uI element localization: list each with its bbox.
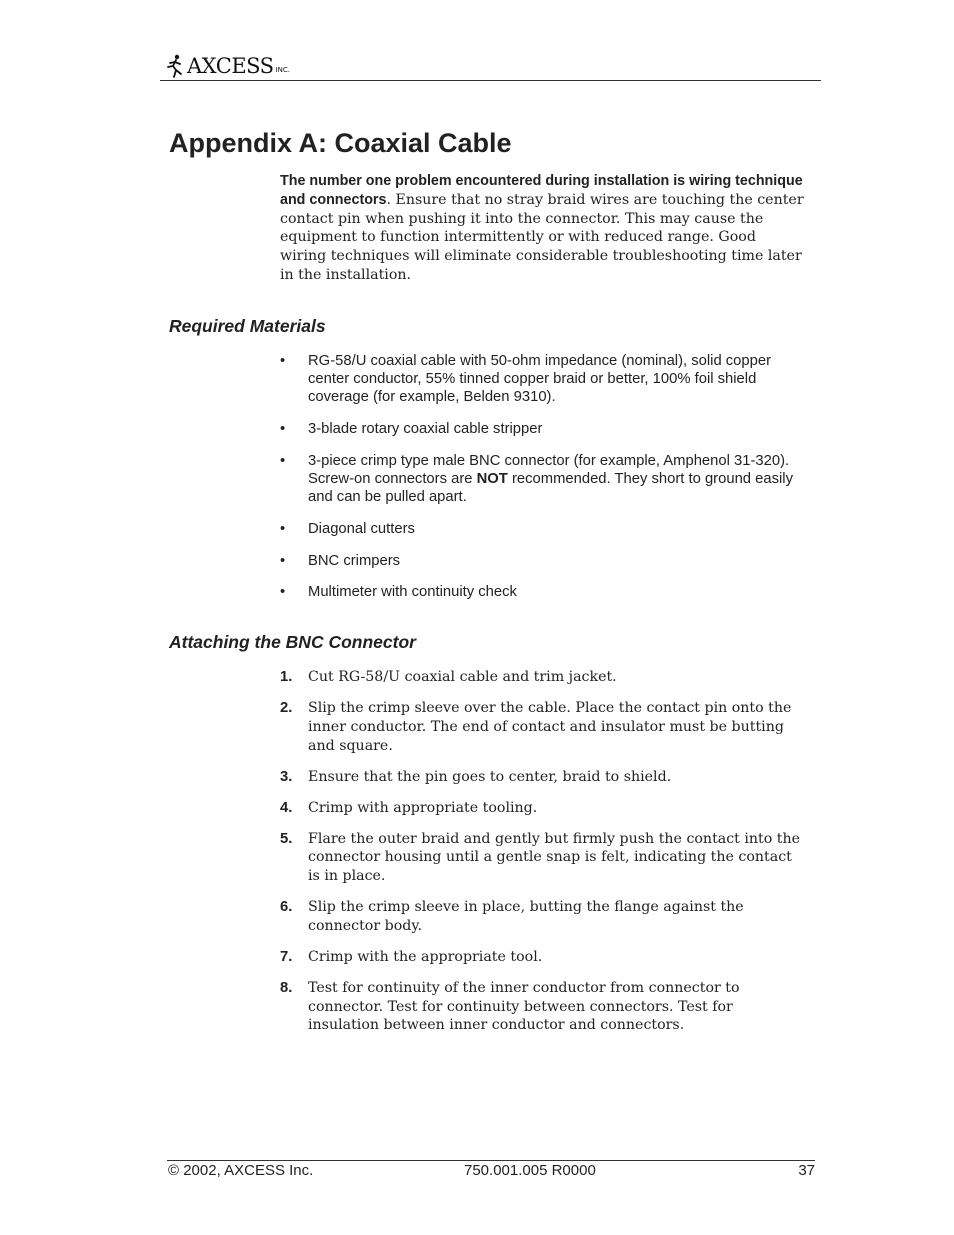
step-item: 7. Crimp with the appropriate tool. <box>280 948 543 965</box>
page-title: Appendix A: Coaxial Cable <box>169 128 512 158</box>
list-item: • Multimeter with continuity check <box>280 584 517 601</box>
list-item: • Diagonal cutters <box>280 520 415 537</box>
page-footer <box>167 1160 815 1183</box>
runner-logo-icon <box>164 54 186 78</box>
materials-heading: Required Materials <box>169 316 326 336</box>
not-emphasis: NOT <box>476 471 508 488</box>
steps-list <box>280 668 805 1047</box>
step-item: 5. Flare the outer braid and gently but firmly push the contact into the connector housing until a gentle snap is felt, indicating the contact is in place. <box>280 830 801 885</box>
attaching-heading: Attaching the BNC Connector <box>169 632 416 652</box>
intro-text: . Ensure that no stray braid wires are touching the center contact pin when pushing it into the connector. This may cause the equipment to function intermittently or with reduced range. Good wiring techniques will eliminate considerable troubleshooting time later in the installation. <box>280 191 804 283</box>
step-item: 8. Test for continuity of the inner conductor from connector to connector. Test for continuity between connectors. Test for insulation between inner conductor and connectors. <box>280 979 740 1034</box>
logo-suffix: INC. <box>275 66 290 74</box>
step-item: 6. Slip the crimp sleeve in place, butting the flange against the connector body. <box>280 899 744 934</box>
materials-list <box>280 352 805 615</box>
list-item: • BNC crimpers <box>280 552 401 569</box>
footer-page-number: 37 <box>798 1162 815 1179</box>
bullet-icon: • <box>280 452 286 469</box>
step-item: 4. Crimp with appropriate tooling. <box>280 799 538 816</box>
bullet-icon: • <box>280 353 286 369</box>
bullet-icon: • <box>280 421 286 438</box>
company-logo <box>164 52 290 78</box>
intro-paragraph <box>280 172 804 285</box>
step-item: 1. Cut RG-58/U coaxial cable and trim jacket. <box>280 669 617 685</box>
intro-bold: The number one problem encountered during installation is wiring technique and connectors <box>280 173 803 208</box>
step-item: 3. Ensure that the pin goes to center, braid to shield. <box>280 768 672 785</box>
list-item: • 3-blade rotary coaxial cable stripper <box>280 421 543 438</box>
bullet-icon: • <box>280 584 286 601</box>
list-item: • RG-58/U coaxial cable with 50-ohm impedance (nominal), solid copper center conductor, 55% tinned copper braid or better, 100% foil shield coverage (for example, Belden 9310). <box>280 353 772 406</box>
bullet-icon: • <box>280 552 286 569</box>
footer-doc-number: 750.001.005 R0000 <box>464 1162 596 1179</box>
bullet-icon: • <box>280 520 286 537</box>
step-item: 2. Slip the crimp sleeve over the cable. Place the contact pin onto the inner conductor. The end of contact and insulator must be butting and square. <box>280 699 792 754</box>
logo-text: AXCESS <box>187 54 274 78</box>
footer-copyright: © 2002, AXCESS Inc. <box>168 1162 314 1179</box>
list-item: • 3-piece crimp type male BNC connector (for example, Amphenol 31-320). Screw-on connectors are NOT recommended. They short to ground easily and can be pulled apart. <box>280 452 793 506</box>
page-header <box>160 52 821 81</box>
